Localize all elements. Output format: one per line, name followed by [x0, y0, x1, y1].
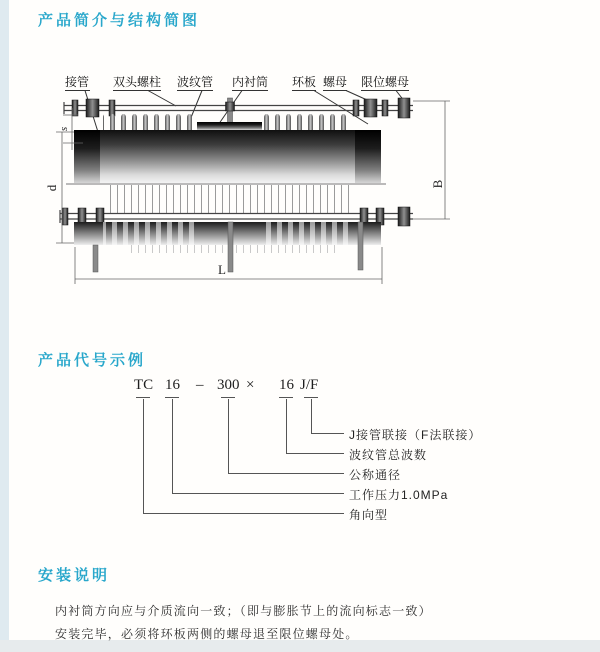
bellows-teeth-right: [262, 113, 350, 130]
center-stud-nut: [226, 102, 235, 111]
label-jieguan: 接管: [64, 75, 90, 89]
inner-bellows-lines: [105, 185, 352, 213]
code-part-dash: –: [196, 377, 204, 393]
callout-joint-type: J接管联接（F法联接）: [349, 428, 482, 442]
label-shuangtou: 双头螺柱: [112, 75, 162, 89]
callout-angular-type: 角向型: [349, 508, 389, 522]
upper-shell: [74, 130, 381, 183]
section-title-install: 安装说明: [38, 567, 111, 584]
label-huanban: 环板: [291, 75, 317, 89]
label-bowenguan: 波纹管: [176, 75, 214, 89]
callout-connector: [311, 399, 344, 434]
code-part-type: TC: [134, 377, 154, 393]
left-margin-strip: [0, 0, 9, 652]
structure-diagram: [30, 62, 460, 315]
dim-label-s: s: [58, 126, 70, 132]
inner-sleeve-band: [197, 122, 262, 130]
dim-label-B: B: [430, 179, 445, 189]
callout-pressure: 工作压力1.0MPa: [349, 488, 449, 502]
lower-bellows-left: [103, 222, 197, 245]
code-part-diameter: 300: [217, 377, 240, 393]
label-neichentong: 内衬筒: [231, 75, 269, 89]
lower-bellows-right: [262, 222, 350, 245]
code-part-pressure: 16: [165, 377, 180, 393]
callout-diameter: 公称通径: [349, 468, 402, 482]
label-luomu: 螺母: [322, 75, 348, 89]
section-title-code: 产品代号示例: [38, 352, 147, 369]
limit-nut: [398, 98, 410, 118]
section-title-intro: 产品简介与结构简图: [38, 12, 201, 29]
left-collar: [74, 130, 100, 183]
lower-faint-lines: [130, 245, 340, 253]
dim-label-L: L: [218, 262, 226, 277]
callout-wave-count: 波纹管总波数: [349, 448, 428, 462]
code-part-times: ×: [246, 377, 255, 393]
dim-B: [413, 101, 450, 219]
bellows-teeth-left: [103, 113, 197, 130]
top-tie-rod: [64, 102, 413, 114]
code-part-joint: J/F: [300, 377, 319, 393]
code-part-waves: 16: [279, 377, 294, 393]
dim-label-d: d: [44, 184, 59, 192]
right-collar: [355, 130, 381, 183]
part-labels: [65, 74, 409, 89]
label-xianwei: 限位螺母: [360, 75, 410, 89]
install-note-2: 安装完毕，必须将环板两侧的螺母退至限位螺母处。: [55, 627, 359, 641]
install-note-1: 内衬筒方向应与介质流向一致；（即与膨胀节上的流向标志一致）: [55, 604, 432, 618]
